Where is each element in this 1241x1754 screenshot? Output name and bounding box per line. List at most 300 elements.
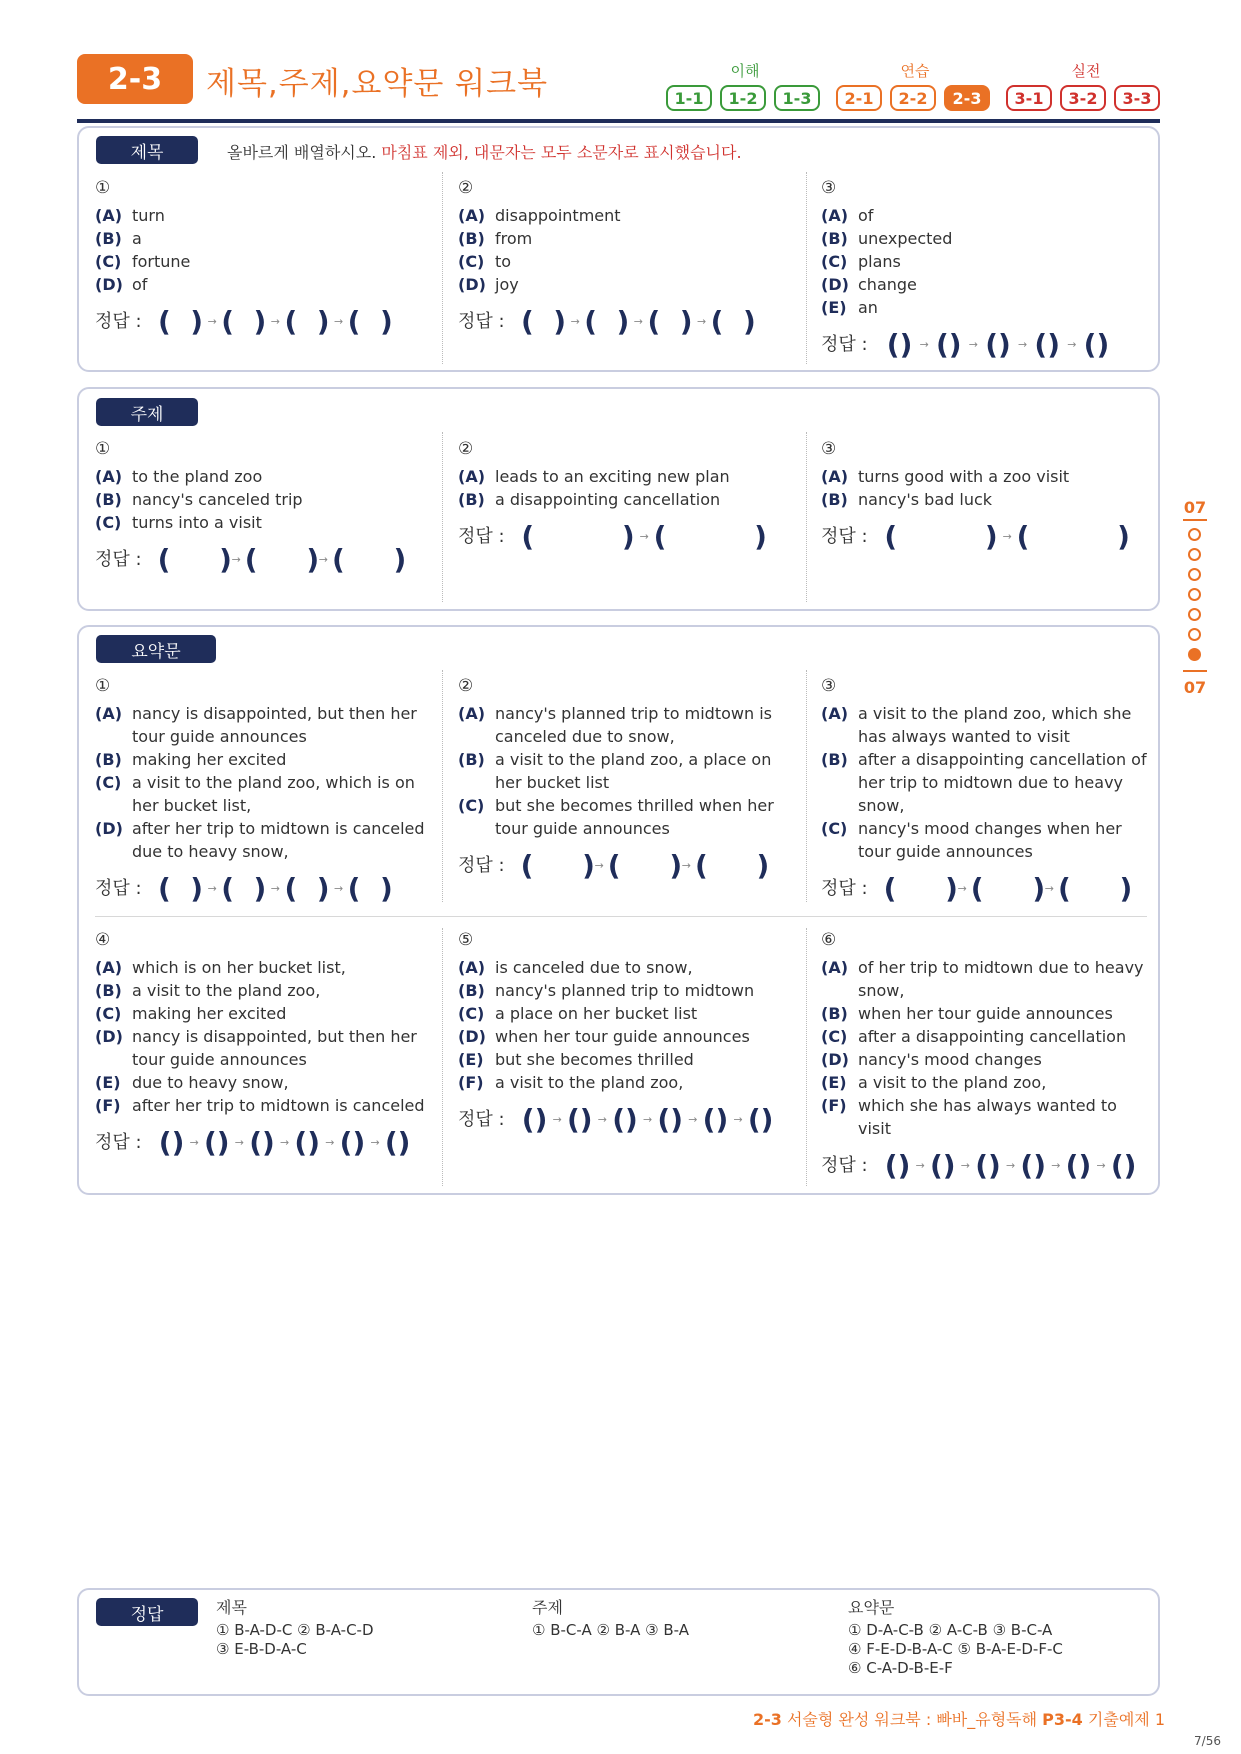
option-text: a visit to the pland zoo, — [858, 1073, 1047, 1092]
answer-row — [95, 872, 425, 905]
answer-slot[interactable]: () — [249, 1126, 275, 1159]
option-letter: (D) — [458, 275, 486, 294]
option-text: turn — [132, 206, 165, 225]
arrow-icon: → — [643, 1113, 653, 1126]
footer-text: 서술형 완성 워크북 : — [786, 1710, 932, 1729]
option — [458, 227, 793, 250]
answer-slot[interactable]: () — [884, 1149, 911, 1182]
arrow-icon: → — [370, 1136, 380, 1149]
option-letter: (B) — [458, 229, 485, 248]
nav-pill-1-2[interactable]: 1-2 — [720, 85, 766, 111]
option — [95, 956, 425, 979]
page-number: 7/56 — [1194, 1734, 1221, 1748]
footer-example: 기출예제 1 — [1087, 1710, 1165, 1729]
option-letter: (B) — [821, 1004, 848, 1023]
option-text: after a disappointing cancellation — [858, 1027, 1127, 1046]
arrow-icon: → — [597, 1113, 607, 1126]
arrow-icon: → — [1051, 1159, 1061, 1172]
summary-question-5 — [458, 928, 793, 1136]
arrow-icon: → — [1096, 1159, 1106, 1172]
answer-slot[interactable]: ( ) — [158, 872, 204, 905]
page-title: 제목,주제,요약문 워크북 — [206, 66, 549, 102]
nav-pill-2-3[interactable]: 2-3 — [944, 85, 990, 111]
option-letter: (C) — [458, 1004, 485, 1023]
option-letter: (A) — [821, 958, 849, 977]
arrow-icon: → — [960, 1159, 970, 1172]
answer-slot[interactable]: () — [1065, 1149, 1092, 1182]
option-letter: (A) — [95, 206, 123, 225]
option-letter: (C) — [95, 252, 122, 271]
option — [458, 1002, 793, 1025]
option-text: when her tour guide announces — [858, 1004, 1113, 1023]
answer-slot[interactable]: () — [702, 1103, 729, 1136]
option-text: which she has always wanted to visit — [858, 1096, 1117, 1138]
arrow-icon: → — [1044, 882, 1054, 895]
option — [821, 465, 1156, 488]
unit-badge: 2-3 — [77, 54, 193, 104]
option-text: nancy's mood changes — [858, 1050, 1042, 1069]
option — [458, 1048, 793, 1071]
option-letter: (B) — [821, 750, 848, 769]
arrow-icon: → — [189, 1136, 199, 1149]
option-text: when her tour guide announces — [495, 1027, 750, 1046]
option-text: turns into a visit — [132, 513, 262, 532]
side-nav-dot[interactable] — [1188, 608, 1201, 621]
option-text: after her trip to midtown is canceled — [132, 1096, 425, 1115]
arrow-icon: → — [594, 859, 604, 872]
option — [821, 1071, 1151, 1094]
option — [95, 227, 430, 250]
answer-slot[interactable]: () — [929, 1149, 956, 1182]
arrow-icon: → — [334, 315, 344, 328]
answer-label: 정답 : — [95, 1132, 142, 1153]
side-nav-dot[interactable] — [1188, 548, 1201, 561]
option-letter: (F) — [95, 1096, 121, 1115]
option — [821, 273, 1156, 296]
arrow-icon: → — [1018, 338, 1028, 351]
option-letter: (B) — [95, 750, 122, 769]
answer-key-summary — [848, 1598, 1063, 1678]
answer-slot[interactable]: ( ) — [883, 872, 958, 905]
option-letter: (A) — [458, 467, 486, 486]
answer-label: 정답 : — [95, 311, 142, 332]
option — [458, 465, 793, 488]
option-letter: (E) — [95, 1073, 121, 1092]
question-number: ④ — [95, 930, 111, 950]
arrow-icon: → — [957, 882, 967, 895]
summary-question-4 — [95, 928, 425, 1159]
option-text: to — [495, 252, 512, 271]
answer-slot[interactable]: ( ) — [332, 543, 407, 576]
option-letter: (D) — [458, 1027, 486, 1046]
group-label-real: 실전 — [1071, 62, 1101, 80]
answer-key-heading: 제목 — [216, 1598, 247, 1617]
column-divider — [806, 432, 807, 602]
option-text: a disappointing cancellation — [495, 490, 721, 509]
option-text: nancy's canceled trip — [132, 490, 303, 509]
arrow-icon: → — [207, 315, 217, 328]
answer-slot[interactable]: () — [657, 1103, 684, 1136]
arrow-icon: → — [915, 1159, 925, 1172]
answer-key-line: ① B-A-D-C ② B-A-C-D — [216, 1621, 374, 1639]
option — [458, 956, 793, 979]
answer-slot[interactable]: () — [1034, 328, 1061, 361]
option-letter: (D) — [821, 1050, 849, 1069]
answer-slot[interactable]: () — [612, 1103, 638, 1136]
question-number: ② — [458, 439, 474, 459]
option — [821, 1002, 1151, 1025]
arrow-icon: → — [688, 1113, 698, 1126]
answer-slot[interactable]: ( ) — [647, 305, 693, 338]
option-letter: (F) — [821, 1096, 847, 1115]
column-divider — [442, 432, 443, 602]
arrow-icon: → — [639, 530, 649, 543]
option-letter: (A) — [821, 206, 849, 225]
option — [95, 771, 425, 817]
topic-question-2 — [458, 437, 793, 553]
question-number: ② — [458, 178, 474, 198]
option-text: a visit to the pland zoo, a place on her bucket list — [495, 750, 772, 792]
option-letter: (D) — [821, 275, 849, 294]
answer-slot[interactable]: () — [935, 328, 962, 361]
option — [458, 488, 793, 511]
answer-slot[interactable]: ( ) — [520, 849, 595, 882]
option — [821, 488, 1156, 511]
question-number: ① — [95, 439, 111, 459]
column-divider — [806, 928, 807, 1186]
answer-label: 정답 : — [821, 526, 868, 547]
option-text: nancy's planned trip to midtown — [495, 981, 755, 1000]
option-text: a visit to the pland zoo, — [495, 1073, 684, 1092]
option — [821, 296, 1156, 319]
title-question-2 — [458, 176, 793, 338]
option — [821, 1048, 1151, 1071]
arrow-icon: → — [318, 553, 328, 566]
answer-slot[interactable]: ( ) — [347, 305, 393, 338]
option-text: change — [858, 275, 917, 294]
option-text: from — [495, 229, 533, 248]
option — [821, 1094, 1151, 1140]
option-text: which is on her bucket list, — [132, 958, 346, 977]
answer-slot[interactable]: () — [203, 1126, 230, 1159]
option-text: a — [132, 229, 142, 248]
nav-pill-1-1[interactable]: 1-1 — [666, 85, 712, 111]
arrow-icon: → — [681, 859, 691, 872]
answer-label: 정답 : — [458, 526, 505, 547]
answer-slot[interactable]: ( ) — [695, 849, 770, 882]
arrow-icon: → — [633, 315, 643, 328]
header-rule — [77, 119, 1160, 123]
instruction-note: 마침표 제외, 대문자는 모두 소문자로 표시했습니다. — [381, 143, 742, 162]
group-label-understand: 이해 — [730, 62, 760, 80]
option-text: of — [132, 275, 148, 294]
option-text: of her trip to midtown due to heavy snow, — [858, 958, 1144, 1000]
option-text: but she becomes thrilled — [495, 1050, 694, 1069]
option — [95, 979, 425, 1002]
answer-slot[interactable]: () — [294, 1126, 321, 1159]
option — [821, 748, 1151, 817]
option-text: of — [858, 206, 874, 225]
option-letter: (B) — [821, 229, 848, 248]
option-text: is canceled due to snow, — [495, 958, 693, 977]
answer-row — [821, 1149, 1151, 1182]
answer-slot[interactable]: ( ) — [221, 872, 267, 905]
answer-slot[interactable]: ( ) — [521, 305, 567, 338]
answer-slot[interactable]: ( ) — [284, 305, 330, 338]
option-letter: (C) — [458, 796, 485, 815]
option-letter: (B) — [95, 981, 122, 1000]
arrow-icon: → — [270, 882, 280, 895]
question-number: ⑥ — [821, 930, 837, 950]
option-text: after her trip to midtown is canceled due to heavy snow, — [132, 819, 425, 861]
option-letter: (B) — [458, 490, 485, 509]
question-number: ⑤ — [458, 930, 474, 950]
answer-slot[interactable]: ( ) — [284, 872, 330, 905]
question-number: ③ — [821, 439, 837, 459]
side-nav-dot[interactable] — [1188, 568, 1201, 581]
option — [95, 817, 425, 863]
option — [95, 511, 430, 534]
option-text: joy — [495, 275, 519, 294]
option-letter: (B) — [95, 490, 122, 509]
option — [95, 1071, 425, 1094]
option — [95, 465, 430, 488]
side-nav-dot[interactable] — [1188, 528, 1201, 541]
arrow-icon: → — [697, 315, 707, 328]
option-letter: (C) — [821, 1027, 848, 1046]
arrow-icon: → — [1067, 338, 1077, 351]
option-letter: (A) — [95, 467, 123, 486]
option-text: a place on her bucket list — [495, 1004, 698, 1023]
option — [821, 817, 1151, 863]
option — [95, 1094, 425, 1117]
option-text: nancy is disappointed, but then her tour guide announces — [132, 1027, 417, 1069]
answer-row — [821, 328, 1156, 361]
nav-pill-2-1[interactable]: 2-1 — [836, 85, 882, 111]
arrow-icon: → — [1006, 1159, 1016, 1172]
option — [95, 273, 430, 296]
answer-row — [458, 1103, 793, 1136]
answer-row — [458, 520, 793, 553]
option-letter: (A) — [95, 704, 123, 723]
answer-slot[interactable]: () — [566, 1103, 593, 1136]
answer-slot[interactable]: ( ) — [653, 520, 767, 553]
topic-question-3 — [821, 437, 1156, 553]
answer-key-heading: 요약문 — [848, 1598, 895, 1617]
option-letter: (A) — [458, 206, 486, 225]
option-letter: (E) — [458, 1050, 484, 1069]
summary-question-6 — [821, 928, 1151, 1182]
instruction — [227, 140, 742, 163]
answer-slot[interactable]: () — [1083, 328, 1110, 361]
answer-slot[interactable]: () — [975, 1149, 1001, 1182]
option — [458, 702, 788, 748]
side-nav-dot[interactable] — [1188, 628, 1201, 641]
topic-section-label: 주제 — [96, 398, 198, 426]
column-divider — [806, 172, 807, 364]
arrow-icon: → — [207, 882, 217, 895]
option-letter: (B) — [821, 490, 848, 509]
side-nav-line — [1183, 519, 1207, 521]
option-text: turns good with a zoo visit — [858, 467, 1070, 486]
topic-question-1 — [95, 437, 430, 576]
row-divider — [95, 916, 1147, 917]
answer-label: 정답 : — [821, 334, 868, 355]
answer-slot[interactable]: () — [1020, 1149, 1047, 1182]
option — [821, 1025, 1151, 1048]
option-text: making her excited — [132, 750, 287, 769]
option — [821, 204, 1156, 227]
side-nav-line — [1183, 670, 1207, 672]
option-letter: (B) — [458, 750, 485, 769]
answer-slot[interactable]: () — [1110, 1149, 1137, 1182]
option-text: to the pland zoo — [132, 467, 263, 486]
option-text: nancy's bad luck — [858, 490, 993, 509]
answer-slot[interactable]: ( ) — [1058, 872, 1133, 905]
summary-question-3 — [821, 674, 1151, 905]
option — [95, 748, 425, 771]
side-nav-bottom-number: 07 — [1183, 678, 1207, 697]
arrow-icon: → — [270, 315, 280, 328]
answer-row — [95, 1126, 425, 1159]
option-text: an — [858, 298, 878, 317]
answer-slot[interactable]: () — [158, 1126, 185, 1159]
option-text: fortune — [132, 252, 191, 271]
summary-question-2 — [458, 674, 788, 882]
option — [458, 794, 788, 840]
option — [821, 956, 1151, 1002]
answer-slot[interactable]: () — [985, 328, 1011, 361]
option-letter: (C) — [821, 819, 848, 838]
answer-slot[interactable]: ( ) — [1016, 520, 1130, 553]
option — [95, 1002, 425, 1025]
answer-label: 정답 : — [95, 549, 142, 570]
option-letter: (A) — [458, 958, 486, 977]
option-text: disappointment — [495, 206, 621, 225]
arrow-icon: → — [280, 1136, 290, 1149]
answer-label: 정답 : — [458, 311, 505, 332]
option-text: due to heavy snow, — [132, 1073, 289, 1092]
question-number: ③ — [821, 178, 837, 198]
nav-pill-1-3[interactable]: 1-3 — [774, 85, 820, 111]
arrow-icon: → — [570, 315, 580, 328]
nav-pill-3-3[interactable]: 3-3 — [1114, 85, 1160, 111]
answer-key-line: ⑥ C-A-D-B-E-F — [848, 1659, 953, 1677]
instruction-main: 올바르게 배열하시오. — [227, 143, 377, 162]
side-nav-dot[interactable] — [1188, 588, 1201, 601]
answer-slot[interactable]: ( ) — [884, 520, 998, 553]
answer-slot[interactable]: ( ) — [521, 520, 635, 553]
footer — [753, 1707, 1165, 1730]
option-letter: (A) — [458, 704, 486, 723]
answer-slot[interactable]: ( ) — [157, 543, 232, 576]
option-letter: (A) — [821, 467, 849, 486]
option — [95, 488, 430, 511]
arrow-icon: → — [325, 1136, 335, 1149]
option-text: a visit to the pland zoo, — [132, 981, 321, 1000]
option-text: a visit to the pland zoo, which is on her bucket list, — [132, 773, 415, 815]
nav-pill-3-2[interactable]: 3-2 — [1060, 85, 1106, 111]
option — [458, 1071, 793, 1094]
option-letter: (C) — [95, 513, 122, 532]
option-letter: (D) — [95, 1027, 123, 1046]
arrow-icon: → — [1002, 530, 1012, 543]
option — [458, 273, 793, 296]
answer-slot[interactable]: () — [747, 1103, 774, 1136]
answer-slot[interactable]: ( ) — [970, 872, 1046, 905]
footer-code: 2-3 — [752, 1710, 782, 1729]
answer-slot[interactable]: () — [521, 1103, 548, 1136]
answer-slot[interactable]: () — [384, 1126, 411, 1159]
answer-row — [821, 872, 1151, 905]
answer-slot[interactable]: ( ) — [347, 872, 393, 905]
answer-key-label: 정답 — [96, 1598, 198, 1626]
answer-key-line: ① D-A-C-B ② A-C-B ③ B-C-A — [848, 1621, 1053, 1639]
arrow-icon: → — [968, 338, 978, 351]
option-text: leads to an exciting new plan — [495, 467, 730, 486]
option — [95, 1025, 425, 1071]
option — [458, 204, 793, 227]
answer-row — [821, 520, 1156, 553]
option-letter: (D) — [95, 819, 123, 838]
answer-slot[interactable]: ( ) — [244, 543, 320, 576]
option — [458, 979, 793, 1002]
answer-label: 정답 : — [821, 1155, 868, 1176]
nav-pill-2-2[interactable]: 2-2 — [890, 85, 936, 111]
answer-slot[interactable]: ( ) — [710, 305, 756, 338]
answer-label: 정답 : — [458, 1109, 505, 1130]
answer-slot[interactable]: () — [339, 1126, 366, 1159]
answer-slot[interactable]: () — [886, 328, 913, 361]
option — [821, 702, 1151, 748]
summary-section-label: 요약문 — [96, 635, 216, 663]
footer-page-ref: P3-4 — [1042, 1710, 1083, 1729]
title-question-1 — [95, 176, 430, 338]
answer-key-line: ③ E-B-D-A-C — [216, 1640, 307, 1658]
option — [458, 748, 788, 794]
column-divider — [442, 670, 443, 902]
option-letter: (C) — [458, 252, 485, 271]
question-number: ① — [95, 178, 111, 198]
answer-slot[interactable]: ( ) — [584, 305, 630, 338]
answer-row — [458, 305, 793, 338]
title-section-label: 제목 — [96, 136, 198, 164]
option-text: nancy's planned trip to midtown is canceled due to snow, — [495, 704, 772, 746]
option-letter: (C) — [95, 773, 122, 792]
arrow-icon: → — [552, 1113, 562, 1126]
answer-row — [95, 543, 430, 576]
answer-key-line: ④ F-E-D-B-A-C ⑤ B-A-E-D-F-C — [848, 1640, 1063, 1658]
column-divider — [442, 928, 443, 1186]
option — [95, 250, 430, 273]
answer-row — [458, 849, 788, 882]
arrow-icon: → — [334, 882, 344, 895]
answer-slot[interactable]: ( ) — [221, 305, 267, 338]
side-nav-dot-current[interactable] — [1188, 648, 1201, 661]
arrow-icon: → — [733, 1113, 743, 1126]
answer-slot[interactable]: ( ) — [158, 305, 204, 338]
answer-label: 정답 : — [95, 878, 142, 899]
option-letter: (B) — [458, 981, 485, 1000]
option-text: unexpected — [858, 229, 953, 248]
nav-pill-3-1[interactable]: 3-1 — [1006, 85, 1052, 111]
option-text: but she becomes thrilled when her tour guide announces — [495, 796, 774, 838]
option — [95, 702, 425, 748]
answer-label: 정답 : — [821, 878, 868, 899]
option-text: a visit to the pland zoo, which she has always wanted to visit — [858, 704, 1132, 746]
answer-slot[interactable]: ( ) — [607, 849, 683, 882]
answer-key-heading: 주제 — [532, 1598, 563, 1617]
